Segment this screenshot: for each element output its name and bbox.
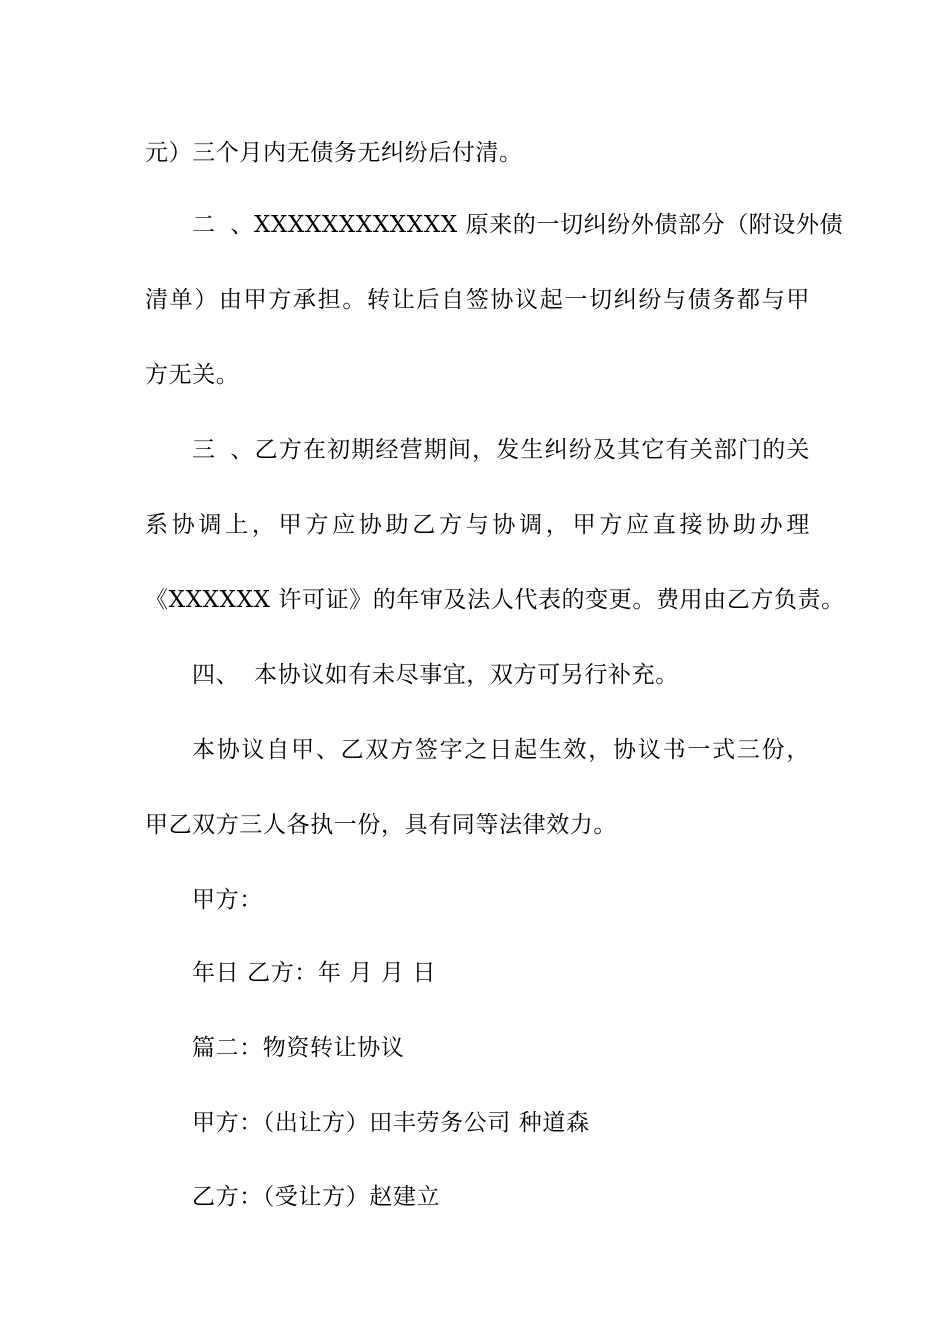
clause-two-line-3: 方无关。 — [145, 362, 240, 388]
clause-three-line-2: 系协调上，甲方应协助乙方与协调，甲方应直接协助办理 — [145, 512, 810, 538]
clause-text: 本协议如有未尽事宜，双方可另行补充。 — [254, 662, 679, 688]
clause-four-line-1 — [192, 660, 810, 690]
clause-two-line-2: 清单）由甲方承担。转让后自签协议起一切纠纷与债务都与甲 — [145, 287, 810, 313]
paragraph-line: 元）三个月内无债务无纠纷后付清。 — [145, 140, 523, 166]
clause-text: XXXXXXXXXXXX 原来的一切纠纷外债部分（附设外债 — [254, 212, 844, 238]
clause-number: 四、 — [192, 662, 240, 688]
party-a-signature-label: 甲方： — [192, 887, 263, 913]
clause-three-line-1 — [192, 435, 810, 465]
clause-three-line-3: 《XXXXXX 许可证》的年审及法人代表的变更。费用由乙方负责。 — [145, 587, 845, 613]
clause-number: 三、 — [192, 437, 254, 463]
clause-number: 二、 — [192, 212, 254, 238]
party-b-info: 乙方：（受让方）赵建立 — [192, 1184, 441, 1210]
date-and-party-b-label: 年日 乙方：年 月 月 日 — [192, 960, 437, 986]
clause-text: 乙方在初期经营期间，发生纠纷及其它有关部门的关 — [254, 437, 810, 463]
section-title: 篇二：物资转让协议 — [192, 1035, 405, 1061]
effective-clause-line-1: 本协议自甲、乙双方签字之日起生效，协议书一式三份， — [192, 737, 810, 763]
party-a-info: 甲方：（出让方）田丰劳务公司 种道森 — [192, 1110, 590, 1136]
effective-clause-line-2: 甲乙双方三人各执一份，具有同等法律效力。 — [145, 812, 617, 838]
clause-two-line-1 — [192, 210, 844, 240]
